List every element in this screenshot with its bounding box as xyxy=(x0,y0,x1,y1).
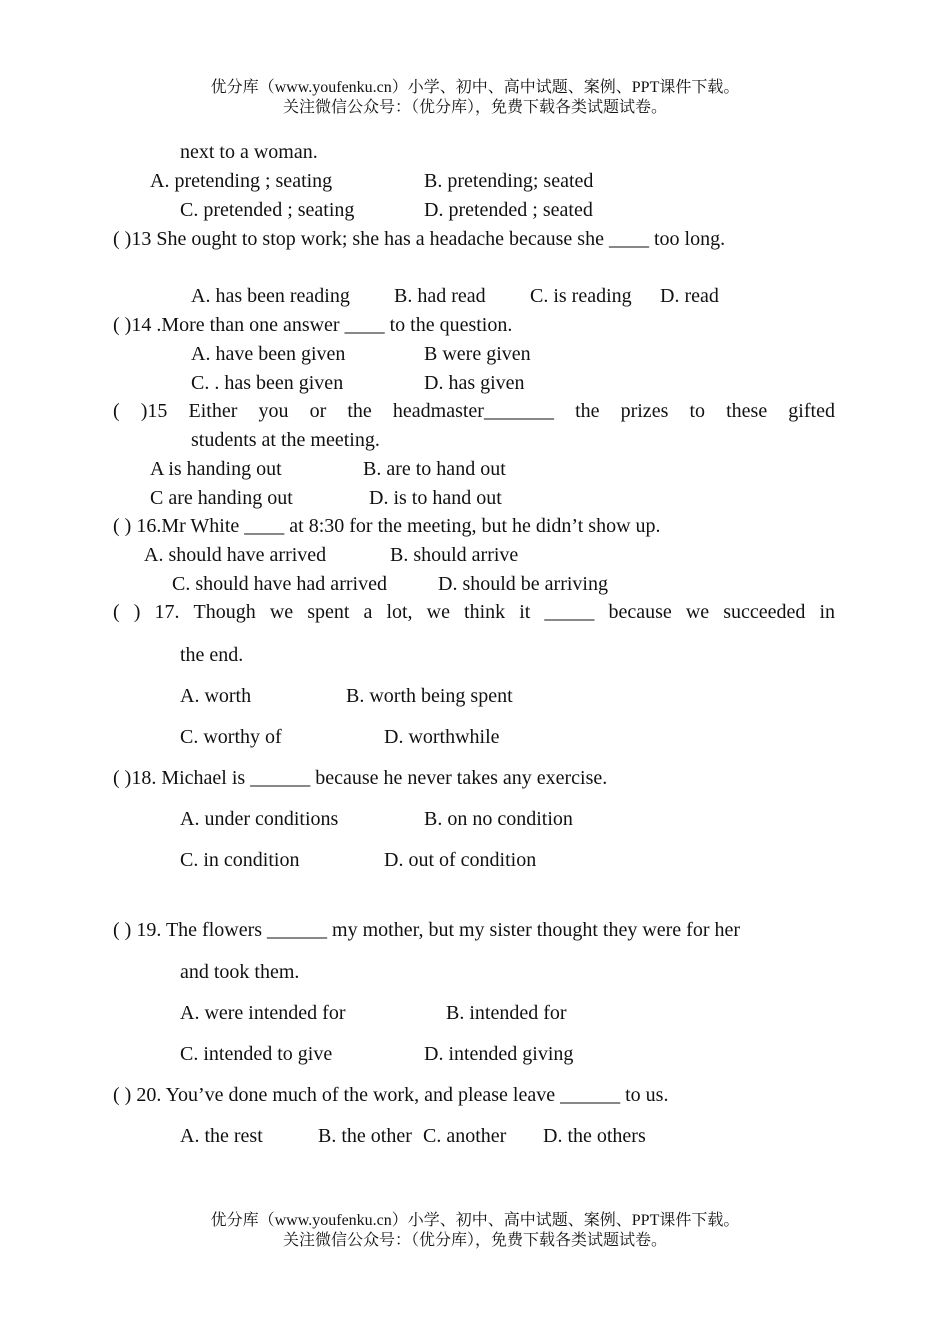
q17-option-c: C. worthy of xyxy=(180,726,282,748)
q15-option-d: D. is to hand out xyxy=(369,487,502,509)
page-header xyxy=(0,78,950,118)
q17-word: 17. xyxy=(154,601,180,623)
header-line-2: 关注微信公众号：（优分库），免费下载各类试题试卷。 xyxy=(282,99,667,116)
q18-option-d: D. out of condition xyxy=(384,849,537,871)
q15-word: the xyxy=(575,400,600,422)
footer-line-1: 优分库（www.youfenku.cn）小学、初中、高中试题、案例、PPT课件下载。 xyxy=(210,1212,740,1229)
q13-option-b: B. had read xyxy=(394,285,486,307)
q13-option-d: D. read xyxy=(660,285,719,307)
q19-option-a: A. were intended for xyxy=(180,1002,346,1024)
q18-option-a: A. under conditions xyxy=(180,808,339,830)
q17-option-a: A. worth xyxy=(180,685,252,707)
q13-stem: ( )13 She ought to stop work; she has a headache because she ____ too long. xyxy=(113,228,726,250)
q12-option-a: A. pretending ; seating xyxy=(150,170,333,192)
q15-option-a: A is handing out xyxy=(150,458,282,480)
q14-option-a: A. have been given xyxy=(191,343,346,365)
q15-word: Either xyxy=(188,400,238,422)
q17-stem xyxy=(113,600,835,624)
q17-word: ) xyxy=(133,601,141,623)
q20-option-c: C. another xyxy=(423,1125,507,1147)
q17-word: because xyxy=(608,601,672,623)
q15-word: these xyxy=(726,400,768,422)
q20-option-d: D. the others xyxy=(543,1125,646,1147)
q20-stem: ( ) 20. You’ve done much of the work, and please leave ______ to us. xyxy=(113,1084,669,1106)
q15-word: or xyxy=(309,400,327,422)
q17-word: lot, xyxy=(386,601,413,623)
q17-word: succeeded xyxy=(723,601,806,623)
q15-option-c: C are handing out xyxy=(150,487,293,509)
q15-stem xyxy=(113,399,835,423)
q17-option-b: B. worth being spent xyxy=(346,685,513,707)
q14-option-b: B were given xyxy=(424,343,531,365)
q15-word: ( xyxy=(113,400,120,422)
q17-continuation: the end. xyxy=(180,644,244,666)
q19-stem: ( ) 19. The flowers ______ my mother, but my sister thought they were for her xyxy=(113,919,741,941)
q13-option-c: C. is reading xyxy=(530,285,632,307)
q12-option-b: B. pretending; seated xyxy=(424,170,594,192)
q16-option-c: C. should have had arrived xyxy=(172,573,387,595)
q12-option-d: D. pretended ; seated xyxy=(424,199,593,221)
q19-continuation: and took them. xyxy=(180,961,300,983)
q15-word: headmaster_______ xyxy=(392,400,554,422)
q19-option-d: D. intended giving xyxy=(424,1043,574,1065)
q17-word: Though xyxy=(193,601,256,623)
q17-word: we xyxy=(269,601,294,623)
q19-option-c: C. intended to give xyxy=(180,1043,333,1065)
q17-word: it xyxy=(519,601,531,623)
q15-word: the xyxy=(347,400,372,422)
q19-option-b: B. intended for xyxy=(446,1002,567,1024)
q15-word: prizes xyxy=(620,400,669,422)
q14-option-d: D. has given xyxy=(424,372,525,394)
q12-option-c: C. pretended ; seating xyxy=(180,199,355,221)
q18-option-c: C. in condition xyxy=(180,849,300,871)
q20-option-b: B. the other xyxy=(318,1125,412,1147)
q17-word: a xyxy=(363,601,373,623)
q17-word: we xyxy=(426,601,450,623)
header-line-1: 优分库（www.youfenku.cn）小学、初中、高中试题、案例、PPT课件下载。 xyxy=(210,79,740,96)
q17-word: ( xyxy=(113,601,120,623)
q17-option-d: D. worthwhile xyxy=(384,726,500,748)
q18-option-b: B. on no condition xyxy=(424,808,573,830)
q20-option-a: A. the rest xyxy=(180,1125,263,1147)
q17-word: think xyxy=(464,601,506,623)
q15-continuation: students at the meeting. xyxy=(191,429,380,451)
q14-option-c: C. . has been given xyxy=(191,372,344,394)
q15-word: gifted xyxy=(788,400,835,422)
q14-stem: ( )14 .More than one answer ____ to the question. xyxy=(113,314,513,336)
q17-word: _____ xyxy=(544,601,595,623)
q18-stem: ( )18. Michael is ______ because he never takes any exercise. xyxy=(113,767,608,789)
q16-option-a: A. should have arrived xyxy=(144,544,327,566)
q13-option-a: A. has been reading xyxy=(191,285,350,307)
q16-option-d: D. should be arriving xyxy=(438,573,608,595)
q12-continuation: next to a woman. xyxy=(180,141,318,163)
page-footer xyxy=(0,1211,950,1251)
footer-line-2: 关注微信公众号：（优分库），免费下载各类试题试卷。 xyxy=(282,1232,667,1249)
q15-word: to xyxy=(689,400,706,422)
q17-word: we xyxy=(685,601,710,623)
q15-word: )15 xyxy=(140,400,168,422)
q16-option-b: B. should arrive xyxy=(390,544,519,566)
q15-word: you xyxy=(258,400,289,422)
q17-word: spent xyxy=(307,601,350,623)
q15-option-b: B. are to hand out xyxy=(363,458,506,480)
q17-word: in xyxy=(819,601,835,623)
q16-stem: ( ) 16.Mr White ____ at 8:30 for the meeting, but he didn’t show up. xyxy=(113,515,661,537)
